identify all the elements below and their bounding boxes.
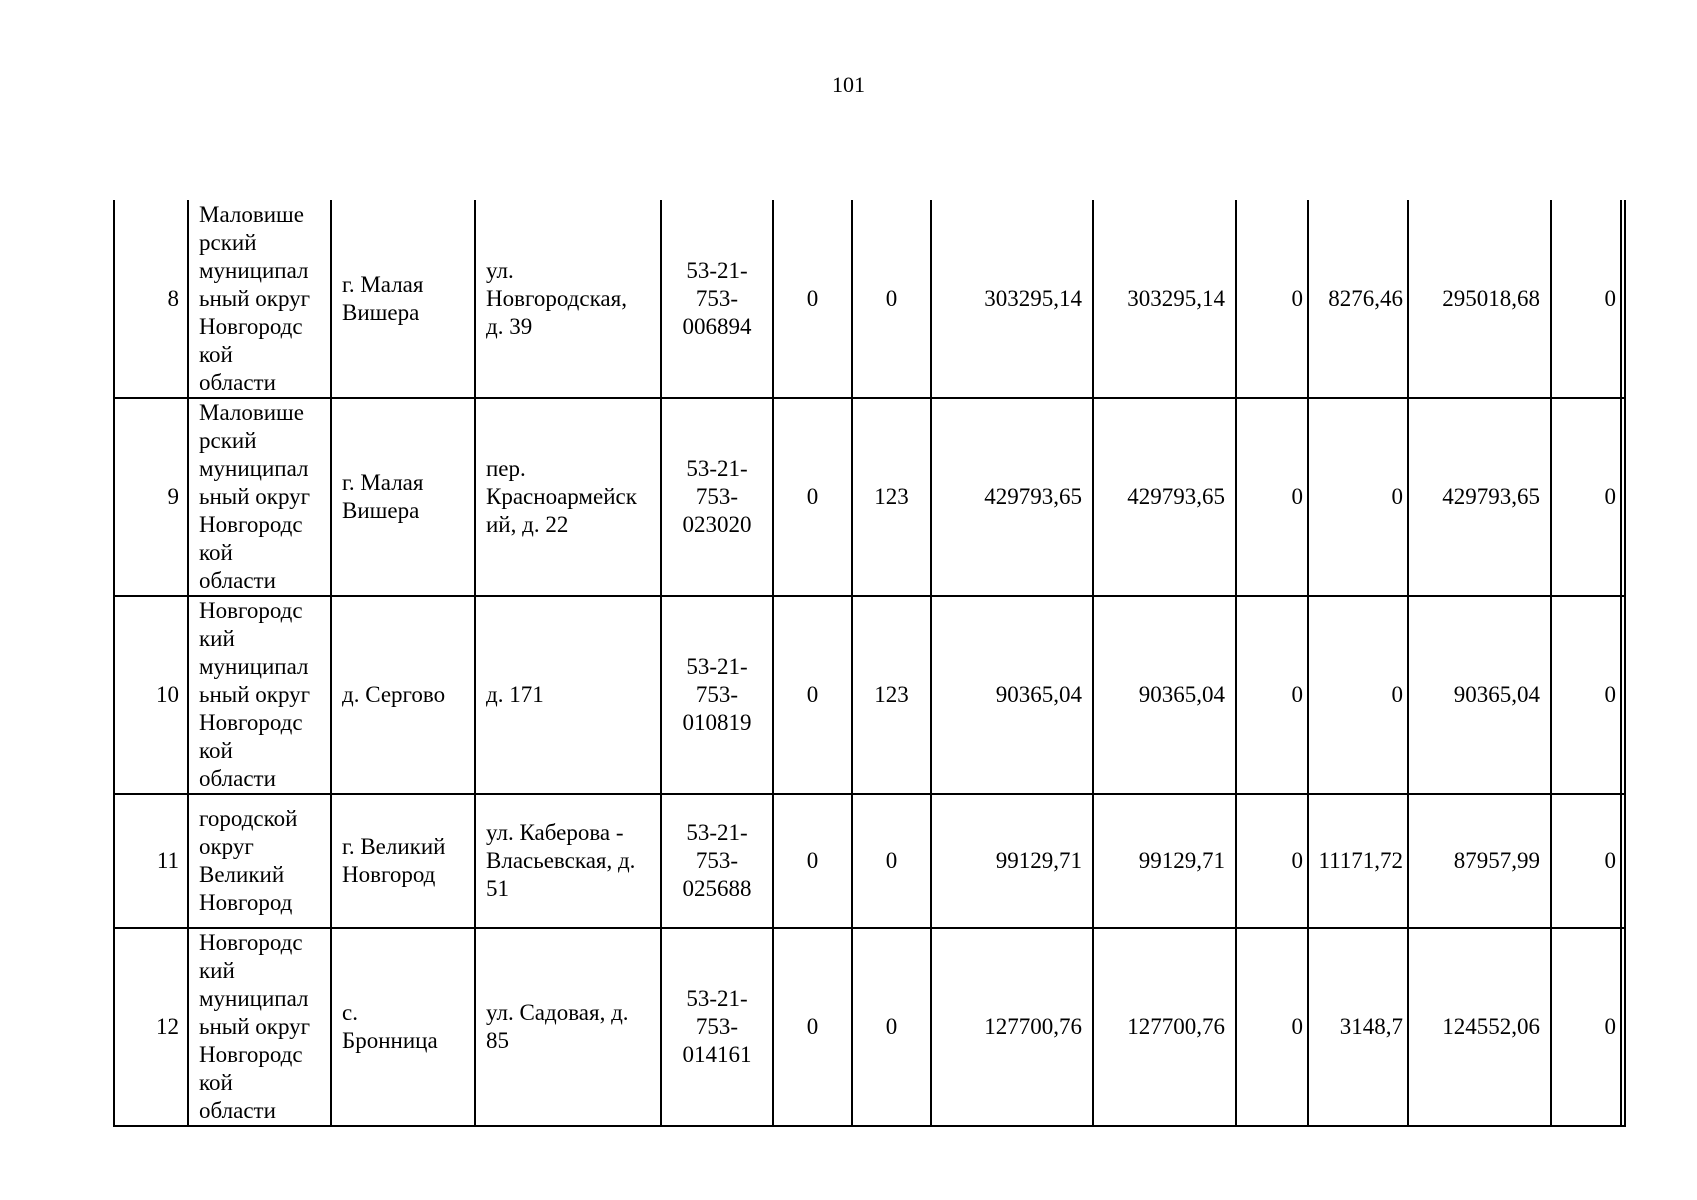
value-cell-6: 0: [773, 200, 852, 398]
value-cell-11: 3148,7: [1308, 928, 1408, 1126]
cadastral-cell: 53-21- 753- 025688: [661, 794, 773, 928]
table-row: [114, 398, 1625, 596]
value-cell-11: 8276,46: [1308, 200, 1408, 398]
value-cell-7: 123: [852, 596, 931, 794]
address-cell: ул. Садовая, д. 85: [475, 928, 661, 1126]
table-row: [114, 928, 1625, 1126]
value-cell-10: 0: [1236, 596, 1308, 794]
value-cell-7: 0: [852, 794, 931, 928]
cadastral-cell: 53-21- 753- 014161: [661, 928, 773, 1126]
empty-cell: [1621, 596, 1625, 794]
value-cell-11: 0: [1308, 596, 1408, 794]
empty-cell: [1621, 928, 1625, 1126]
table-row: [114, 794, 1625, 928]
table-row: [114, 596, 1625, 794]
value-cell-12: 295018,68: [1408, 200, 1551, 398]
value-cell-12: 90365,04: [1408, 596, 1551, 794]
locality-cell: г. Малая Вишера: [331, 200, 475, 398]
address-cell: ул. Новгородская, д. 39: [475, 200, 661, 398]
registry-table: [113, 200, 1626, 1127]
value-cell-6: 0: [773, 398, 852, 596]
value-cell-8: 99129,71: [931, 794, 1093, 928]
municipality-cell: Маловише рский муниципал ьный округ Новгородс кой области: [188, 200, 331, 398]
locality-cell: г. Великий Новгород: [331, 794, 475, 928]
row-number: 12: [114, 928, 188, 1126]
value-cell-8: 303295,14: [931, 200, 1093, 398]
locality-cell: д. Сергово: [331, 596, 475, 794]
row-number: 8: [114, 200, 188, 398]
value-cell-8: 90365,04: [931, 596, 1093, 794]
value-cell-6: 0: [773, 794, 852, 928]
row-number: 11: [114, 794, 188, 928]
cadastral-cell: 53-21- 753- 006894: [661, 200, 773, 398]
value-cell-11: 11171,72: [1308, 794, 1408, 928]
value-cell-7: 123: [852, 398, 931, 596]
value-cell-8: 127700,76: [931, 928, 1093, 1126]
table-row: [114, 200, 1625, 398]
value-cell-13: 0: [1551, 200, 1621, 398]
value-cell-13: 0: [1551, 596, 1621, 794]
empty-cell: [1621, 794, 1625, 928]
value-cell-13: 0: [1551, 794, 1621, 928]
value-cell-7: 0: [852, 928, 931, 1126]
cadastral-cell: 53-21- 753- 023020: [661, 398, 773, 596]
locality-cell: г. Малая Вишера: [331, 398, 475, 596]
value-cell-9: 127700,76: [1093, 928, 1236, 1126]
value-cell-9: 429793,65: [1093, 398, 1236, 596]
value-cell-7: 0: [852, 200, 931, 398]
municipality-cell: Новгородс кий муниципал ьный округ Новгородс кой области: [188, 596, 331, 794]
empty-cell: [1621, 398, 1625, 596]
value-cell-6: 0: [773, 596, 852, 794]
locality-cell: с. Бронница: [331, 928, 475, 1126]
empty-cell: [1621, 200, 1625, 398]
address-cell: пер. Красноармейск ий, д. 22: [475, 398, 661, 596]
row-number: 10: [114, 596, 188, 794]
value-cell-10: 0: [1236, 928, 1308, 1126]
value-cell-10: 0: [1236, 794, 1308, 928]
value-cell-13: 0: [1551, 398, 1621, 596]
municipality-cell: Маловише рский муниципал ьный округ Новгородс кой области: [188, 398, 331, 596]
value-cell-6: 0: [773, 928, 852, 1126]
value-cell-8: 429793,65: [931, 398, 1093, 596]
value-cell-12: 124552,06: [1408, 928, 1551, 1126]
municipality-cell: Новгородс кий муниципал ьный округ Новгородс кой области: [188, 928, 331, 1126]
municipality-cell: городской округ Великий Новгород: [188, 794, 331, 928]
value-cell-9: 90365,04: [1093, 596, 1236, 794]
value-cell-9: 99129,71: [1093, 794, 1236, 928]
address-cell: ул. Каберова - Власьевская, д. 51: [475, 794, 661, 928]
address-cell: д. 171: [475, 596, 661, 794]
value-cell-11: 0: [1308, 398, 1408, 596]
value-cell-9: 303295,14: [1093, 200, 1236, 398]
cadastral-cell: 53-21- 753- 010819: [661, 596, 773, 794]
value-cell-10: 0: [1236, 398, 1308, 596]
page-number: 101: [832, 72, 865, 97]
row-number: 9: [114, 398, 188, 596]
value-cell-10: 0: [1236, 200, 1308, 398]
value-cell-13: 0: [1551, 928, 1621, 1126]
value-cell-12: 429793,65: [1408, 398, 1551, 596]
value-cell-12: 87957,99: [1408, 794, 1551, 928]
